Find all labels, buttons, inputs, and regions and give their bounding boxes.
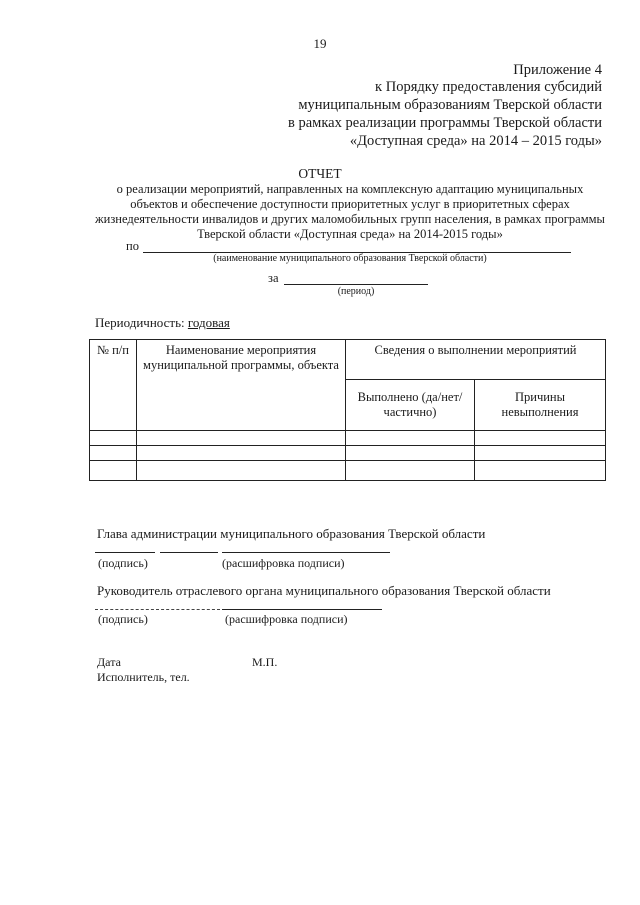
branch-sign-line[interactable] [95, 609, 220, 610]
header-info: Сведения о выполнении мероприятий [346, 340, 606, 380]
head-decode-line[interactable] [222, 552, 390, 553]
periodicity [95, 315, 230, 331]
header-num: № п/п [90, 340, 137, 431]
for-caption: (период) [337, 286, 375, 297]
report-title: ОТЧЕТ [298, 166, 342, 181]
report-subtitle: о реализации мероприятий, направленных на комплексную адаптацию муниципальных объектов и обеспечение доступности приоритетных услуг в приоритетных сферах жизнедеятельности инвалидов и других маломобильных групп населения, в рамках программы Тверской области «Доступная среда» на 2014-2015 годы» [95, 182, 605, 241]
header-done: Выполнено (да/нет/частично) [346, 380, 475, 431]
table-row [90, 431, 606, 446]
head-title: Глава администрации муниципального образования Тверской области [97, 526, 486, 541]
for-line[interactable] [284, 284, 428, 285]
branch-sign-caption: (подпись) [98, 612, 148, 626]
appendix-line-4: в рамках реализации программы Тверской области [287, 115, 602, 131]
appendix-line-5: «Доступная среда» на 2014 – 2015 годы» [349, 133, 602, 149]
head-decode-caption: (расшифровка подписи) [222, 556, 345, 570]
header-name: Наименование мероприятия муниципальной программы, объекта [137, 340, 346, 431]
head-sign-caption: (подпись) [98, 556, 148, 570]
by-caption: (наименование муниципального образования Тверской области) [213, 253, 487, 264]
branch-title: Руководитель отраслевого органа муниципального образования Тверской области [97, 583, 551, 598]
branch-decode-caption: (расшифровка подписи) [225, 612, 348, 626]
head-sign-line[interactable] [95, 552, 155, 553]
date-label: Дата [97, 655, 121, 669]
table-row [90, 446, 606, 461]
header-reasons: Причины невыполнения [475, 380, 606, 431]
head-sign-line-2[interactable] [160, 552, 218, 553]
periodicity-value: годовая [187, 315, 230, 330]
by-label: по [126, 239, 139, 253]
executor-label: Исполнитель, тел. [97, 670, 190, 684]
branch-decode-line[interactable] [222, 609, 382, 610]
for-label: за [268, 271, 279, 285]
periodicity-label: Периодичность: [95, 315, 185, 330]
appendix-line-3: муниципальным образованиям Тверской области [298, 97, 602, 113]
report-table [89, 339, 606, 481]
page-number: 19 [313, 36, 327, 51]
stamp-label: М.П. [252, 655, 278, 669]
table-row [90, 461, 606, 481]
appendix-line-1: Приложение 4 [513, 62, 602, 78]
appendix-line-2: к Порядку предоставления субсидий [375, 79, 602, 95]
